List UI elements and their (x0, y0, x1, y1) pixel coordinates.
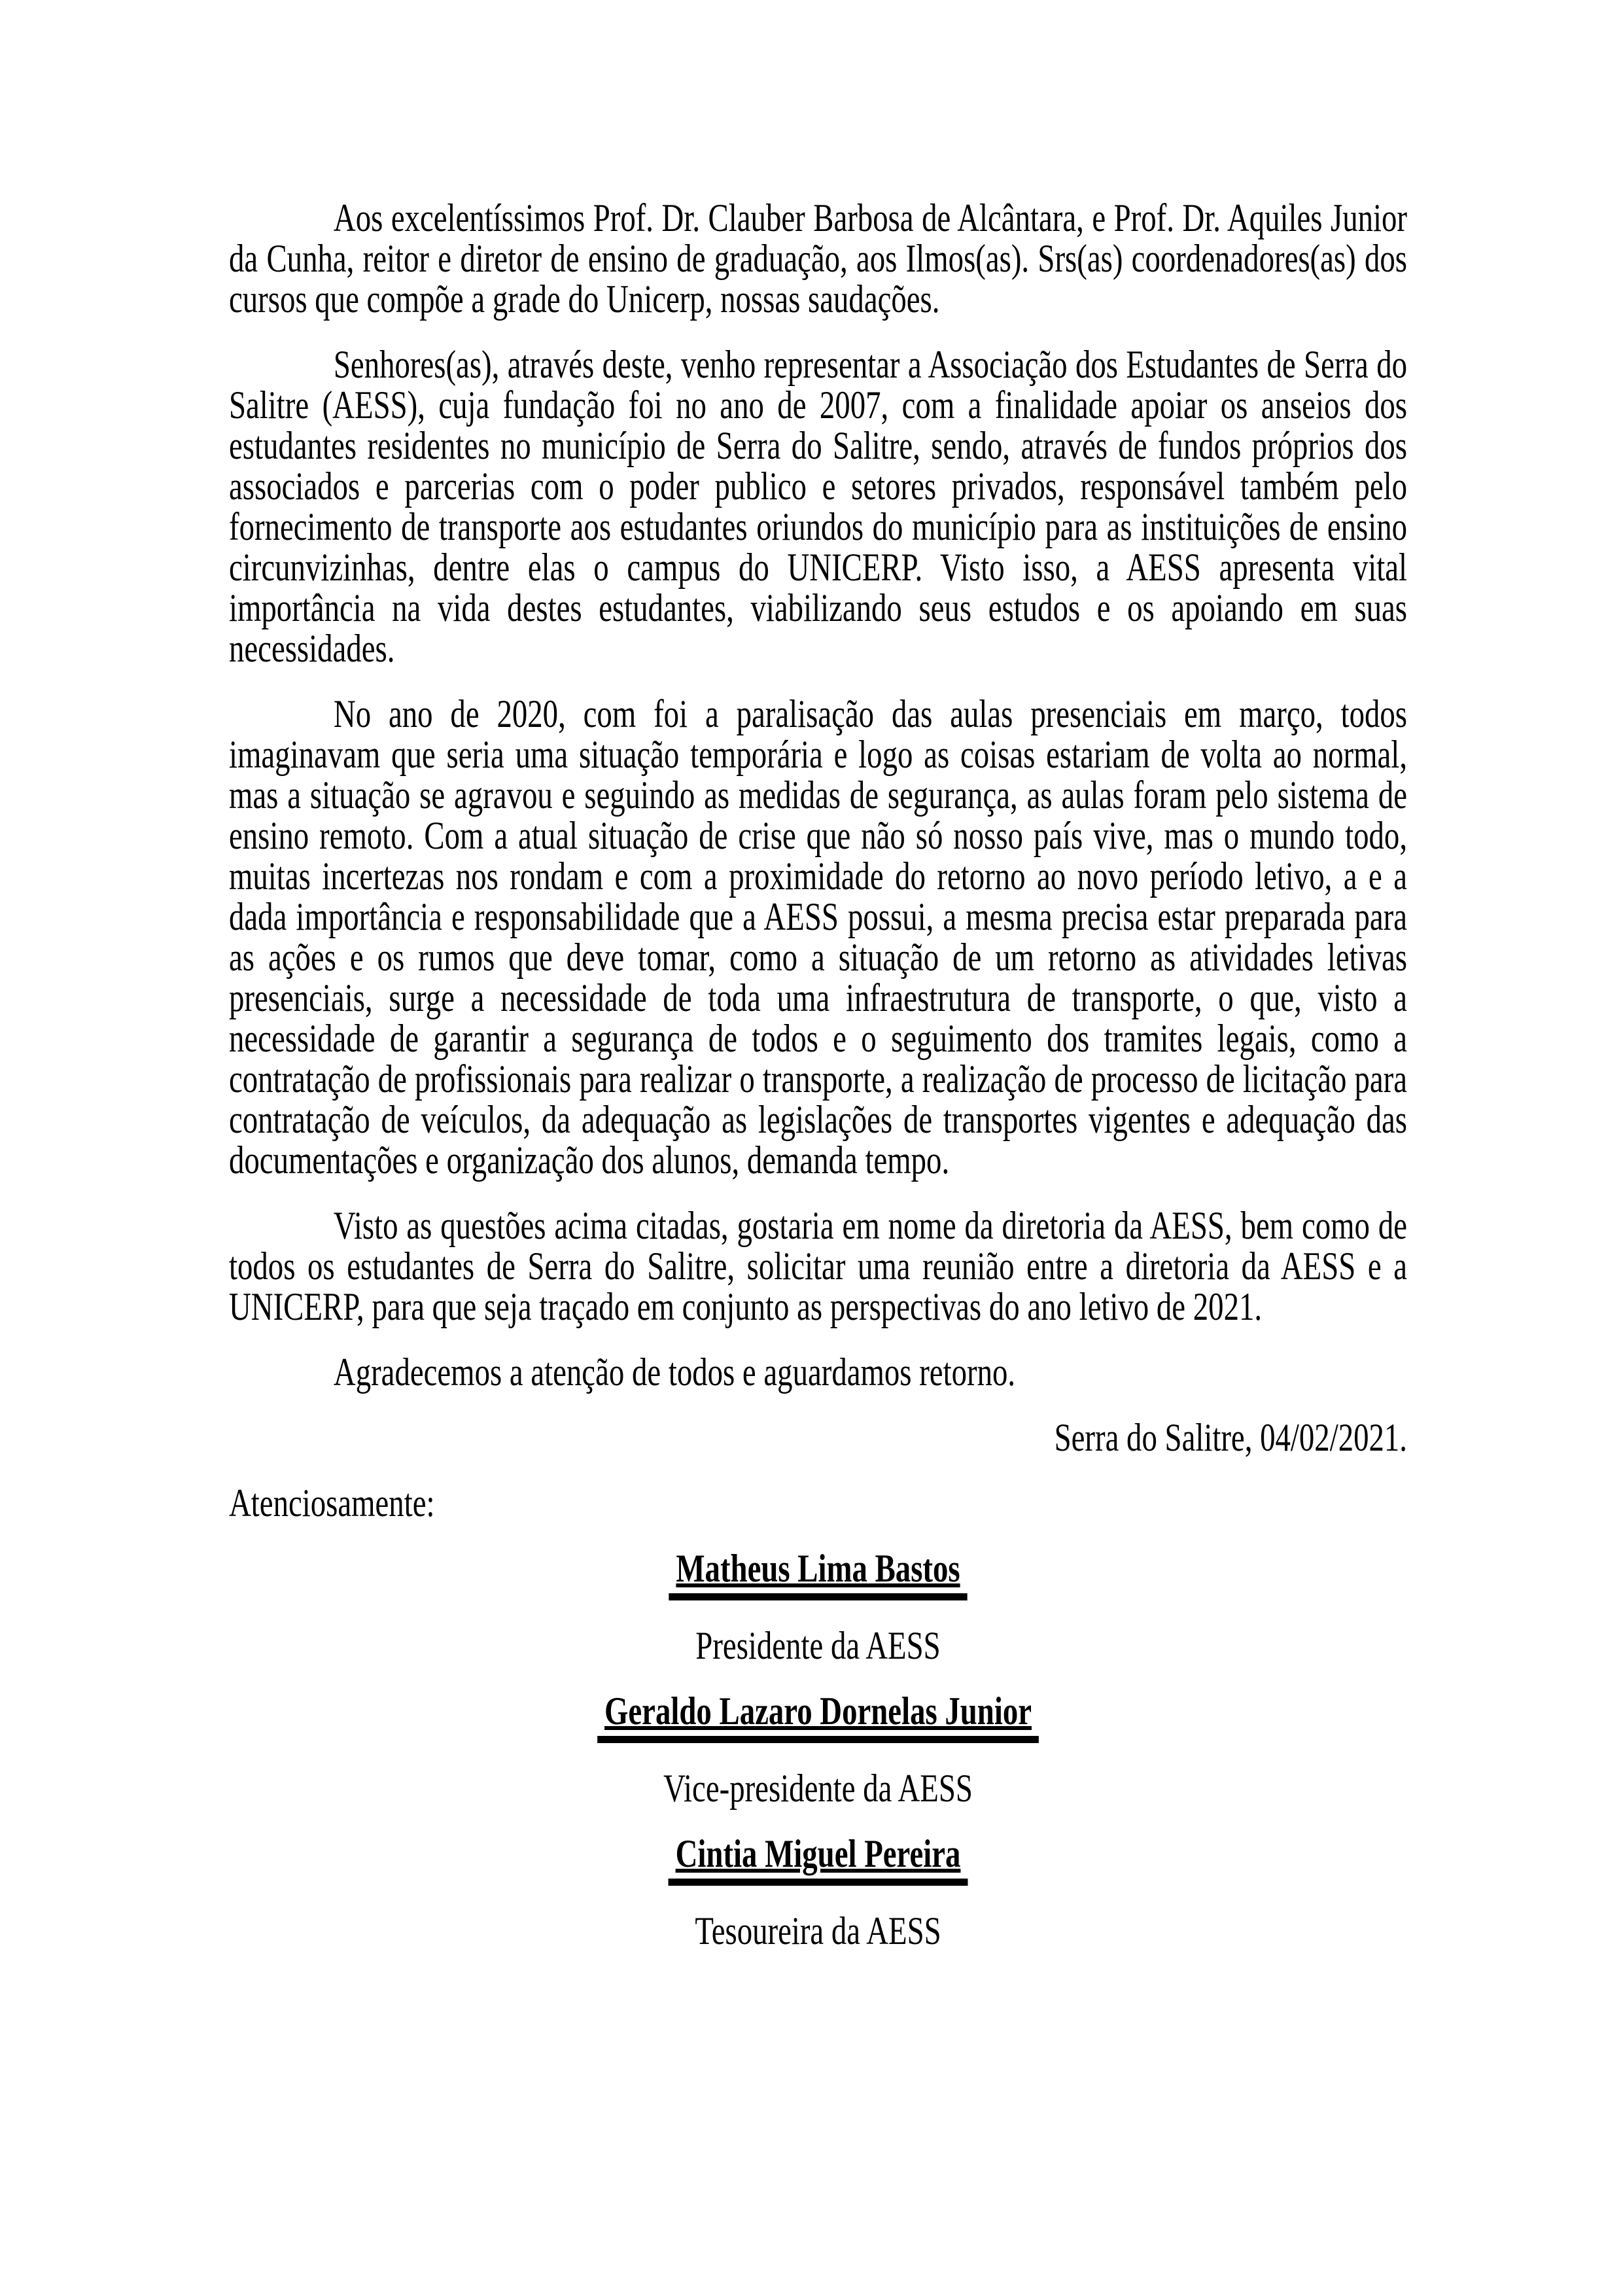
letter-content (229, 198, 1407, 1951)
paragraph-thanks: Agradecemos a atenção de todos e aguardamos retorno. (333, 1351, 1016, 1394)
signature-title: Presidente da AESS (695, 1624, 941, 1667)
paragraph-context: No ano de 2020, com foi a paralisação das aulas presenciais em março, todos imaginavam que seria uma situação temporária e logo as coisas estariam de volta ao normal, mas a situação se agravou e seguindo as medidas de segurança, as aulas foram pelo sistema de ensino remoto. Com a atual situação de crise que não só nosso país vive, mas o mundo todo, muitas incertezas nos rondam e com a proximidade do retorno ao novo período letivo, a e a dada importância e responsabilidade que a AESS possui, a mesma precisa estar preparada para as ações e os rumos que deve tomar, como a situação de um retorno as atividades letivas presenciais, surge a necessidade de toda uma infraestrutura de transporte, o que, visto a necessidade de garantir a segurança de todos e o seguimento dos tramites legais, como a contratação de profissionais para realizar o transporte, a realização de processo de licitação para contratação de veículos, da adequação as legislações de transportes vigentes e adequação das documentações e organização dos alunos, demanda tempo. (229, 692, 1408, 1182)
signature-block-treasurer (229, 1833, 1407, 1951)
signature-name (229, 1548, 1407, 1600)
paragraph-introduction: Senhores(as), através deste, venho representar a Associação dos Estudantes de Serra do Salitre (AESS), cuja fundação foi no ano de 2007, com a finalidade apoiar os anseios dos estudantes residentes no município de Serra do Salitre, sendo, através de fundos próprios dos associados e parcerias com o poder publico e setores privados, responsável também pelo fornecimento de transporte aos estudantes oriundos do município para as instituições de ensino circunvizinhas, dentre elas o campus do UNICERP. Visto isso, a AESS apresenta vital importância na vida destes estudantes, viabilizando seus estudos e os apoiando em suas necessidades. (229, 343, 1408, 670)
signature-name-text: Matheus Lima Bastos (669, 1548, 967, 1600)
signature-name-text: Cintia Miguel Pereira (669, 1833, 968, 1886)
closing-salutation: Atenciosamente: (229, 1481, 435, 1525)
signature-title: Tesoureira da AESS (695, 1909, 941, 1952)
signature-name (229, 1833, 1407, 1886)
paragraph-request: Visto as questões acima citadas, gostaria em nome da diretoria da AESS, bem como de todos os estudantes de Serra do Salitre, solicitar uma reunião entre a diretoria da AESS e a UNICERP, para que seja traçado em conjunto as perspectivas do ano letivo de 2021. (229, 1204, 1408, 1328)
date-line: Serra do Salitre, 04/02/2021. (1054, 1416, 1408, 1459)
signature-title: Vice-presidente da AESS (663, 1767, 973, 1810)
signature-name (229, 1691, 1407, 1743)
signature-name-text: Geraldo Lazaro Dornelas Junior (597, 1691, 1039, 1743)
signature-block-president (229, 1548, 1407, 1666)
signature-block-vice-president (229, 1691, 1407, 1809)
paragraph-salutation: Aos excelentíssimos Prof. Dr. Clauber Barbosa de Alcântara, e Prof. Dr. Aquiles Junior da Cunha, reitor e diretor de ensino de graduação, aos Ilmos(as). Srs(as) coordenadores(as) dos cursos que compõe a grade do Unicerp, nossas saudações. (229, 196, 1408, 321)
